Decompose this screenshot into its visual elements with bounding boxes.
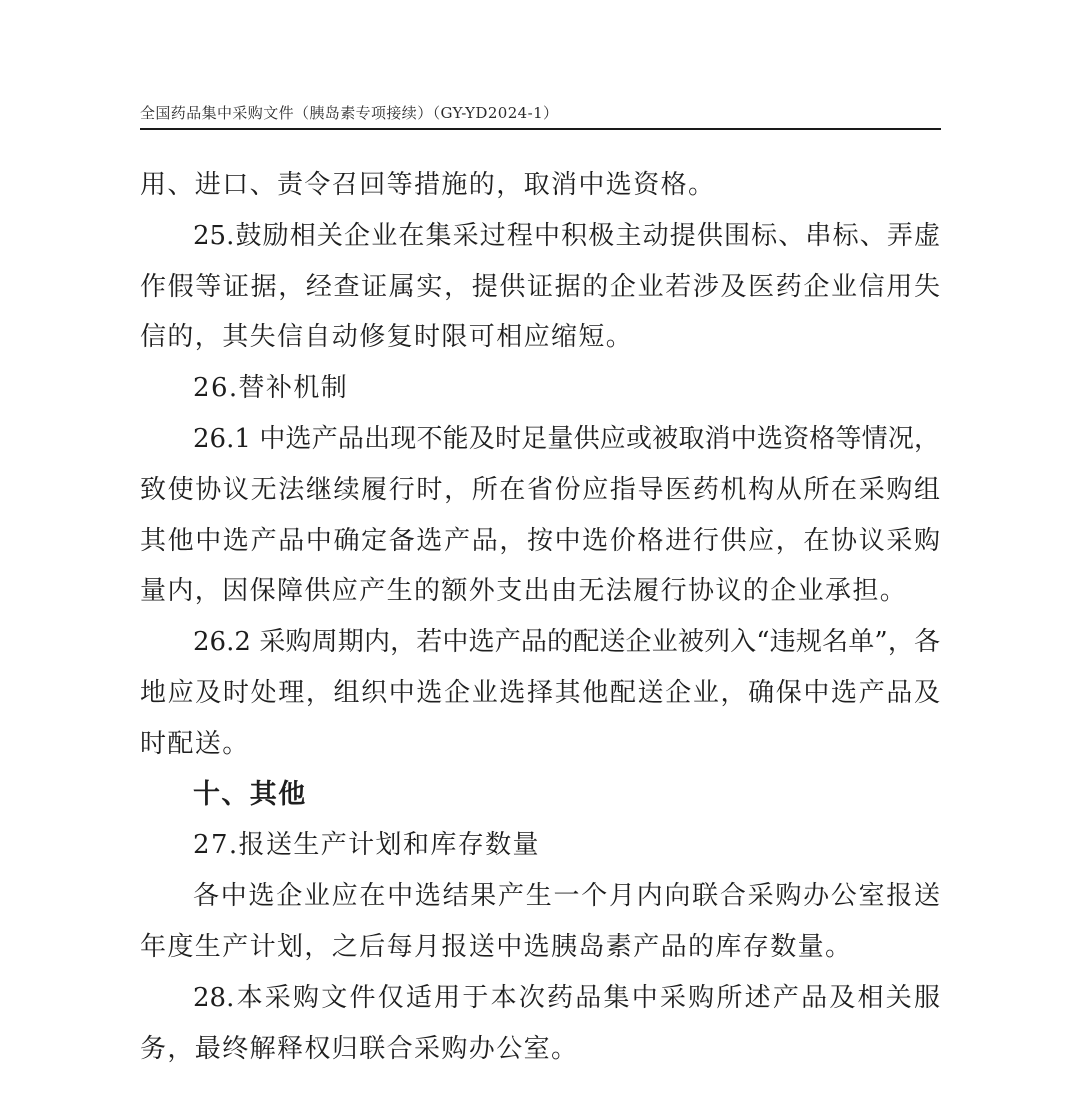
text-line: 地应及时处理，组织中选企业选择其他配送企业，确保中选产品及	[140, 677, 940, 708]
text-line: 用、进口、责令召回等措施的，取消中选资格。	[140, 170, 716, 200]
text-line: 务，最终解释权归联合采购办公室。	[140, 1033, 579, 1064]
document-header-title: 全国药品集中采购文件（胰岛素专项接续）（GY-YD2024-1）	[140, 104, 559, 122]
text-line: 各中选企业应在中选结果产生一个月内向联合采购办公室报送	[193, 881, 940, 912]
text-line: 量内，因保障供应产生的额外支出由无法履行协议的企业承担。	[140, 576, 908, 607]
text-line: 其他中选产品中确定备选产品，按中选价格进行供应，在协议采购	[140, 525, 940, 556]
paragraph-item-26-2	[140, 617, 940, 769]
text-line: 28.本采购文件仅适用于本次药品集中采购所述产品及相关服	[193, 982, 940, 1013]
text-line: 作假等证据，经查证属实，提供证据的企业若涉及医药企业信用失	[140, 271, 940, 302]
header-divider	[140, 128, 941, 130]
text-line: 信的，其失信自动修复时限可相应缩短。	[140, 322, 634, 353]
paragraph-item-27-body	[140, 871, 940, 973]
text-line: 26.2 采购周期内，若中选产品的配送企业被列入“违规名单”，各	[193, 627, 940, 658]
text-line: 25.鼓励相关企业在集采过程中积极主动提供围标、串标、弄虚	[193, 220, 940, 251]
item-27-title: 27.报送生产计划和库存数量	[193, 830, 540, 861]
paragraph-item-28	[140, 973, 940, 1075]
text-line: 26.1 中选产品出现不能及时足量供应或被取消中选资格等情况，	[193, 423, 940, 454]
text-line: 年度生产计划，之后每月报送中选胰岛素产品的库存数量。	[140, 931, 853, 962]
paragraph-item-25	[140, 211, 940, 363]
text-line: 时配送。	[140, 728, 250, 759]
text-line: 致使协议无法继续履行时，所在省份应指导医药机构从所在采购组	[140, 474, 940, 505]
item-26-title: 26.替补机制	[193, 373, 349, 404]
paragraph-item-26-1	[140, 414, 940, 617]
document-body	[140, 160, 940, 1074]
paragraph-continued	[140, 160, 940, 211]
section-10-heading: 十、其他	[193, 778, 307, 810]
